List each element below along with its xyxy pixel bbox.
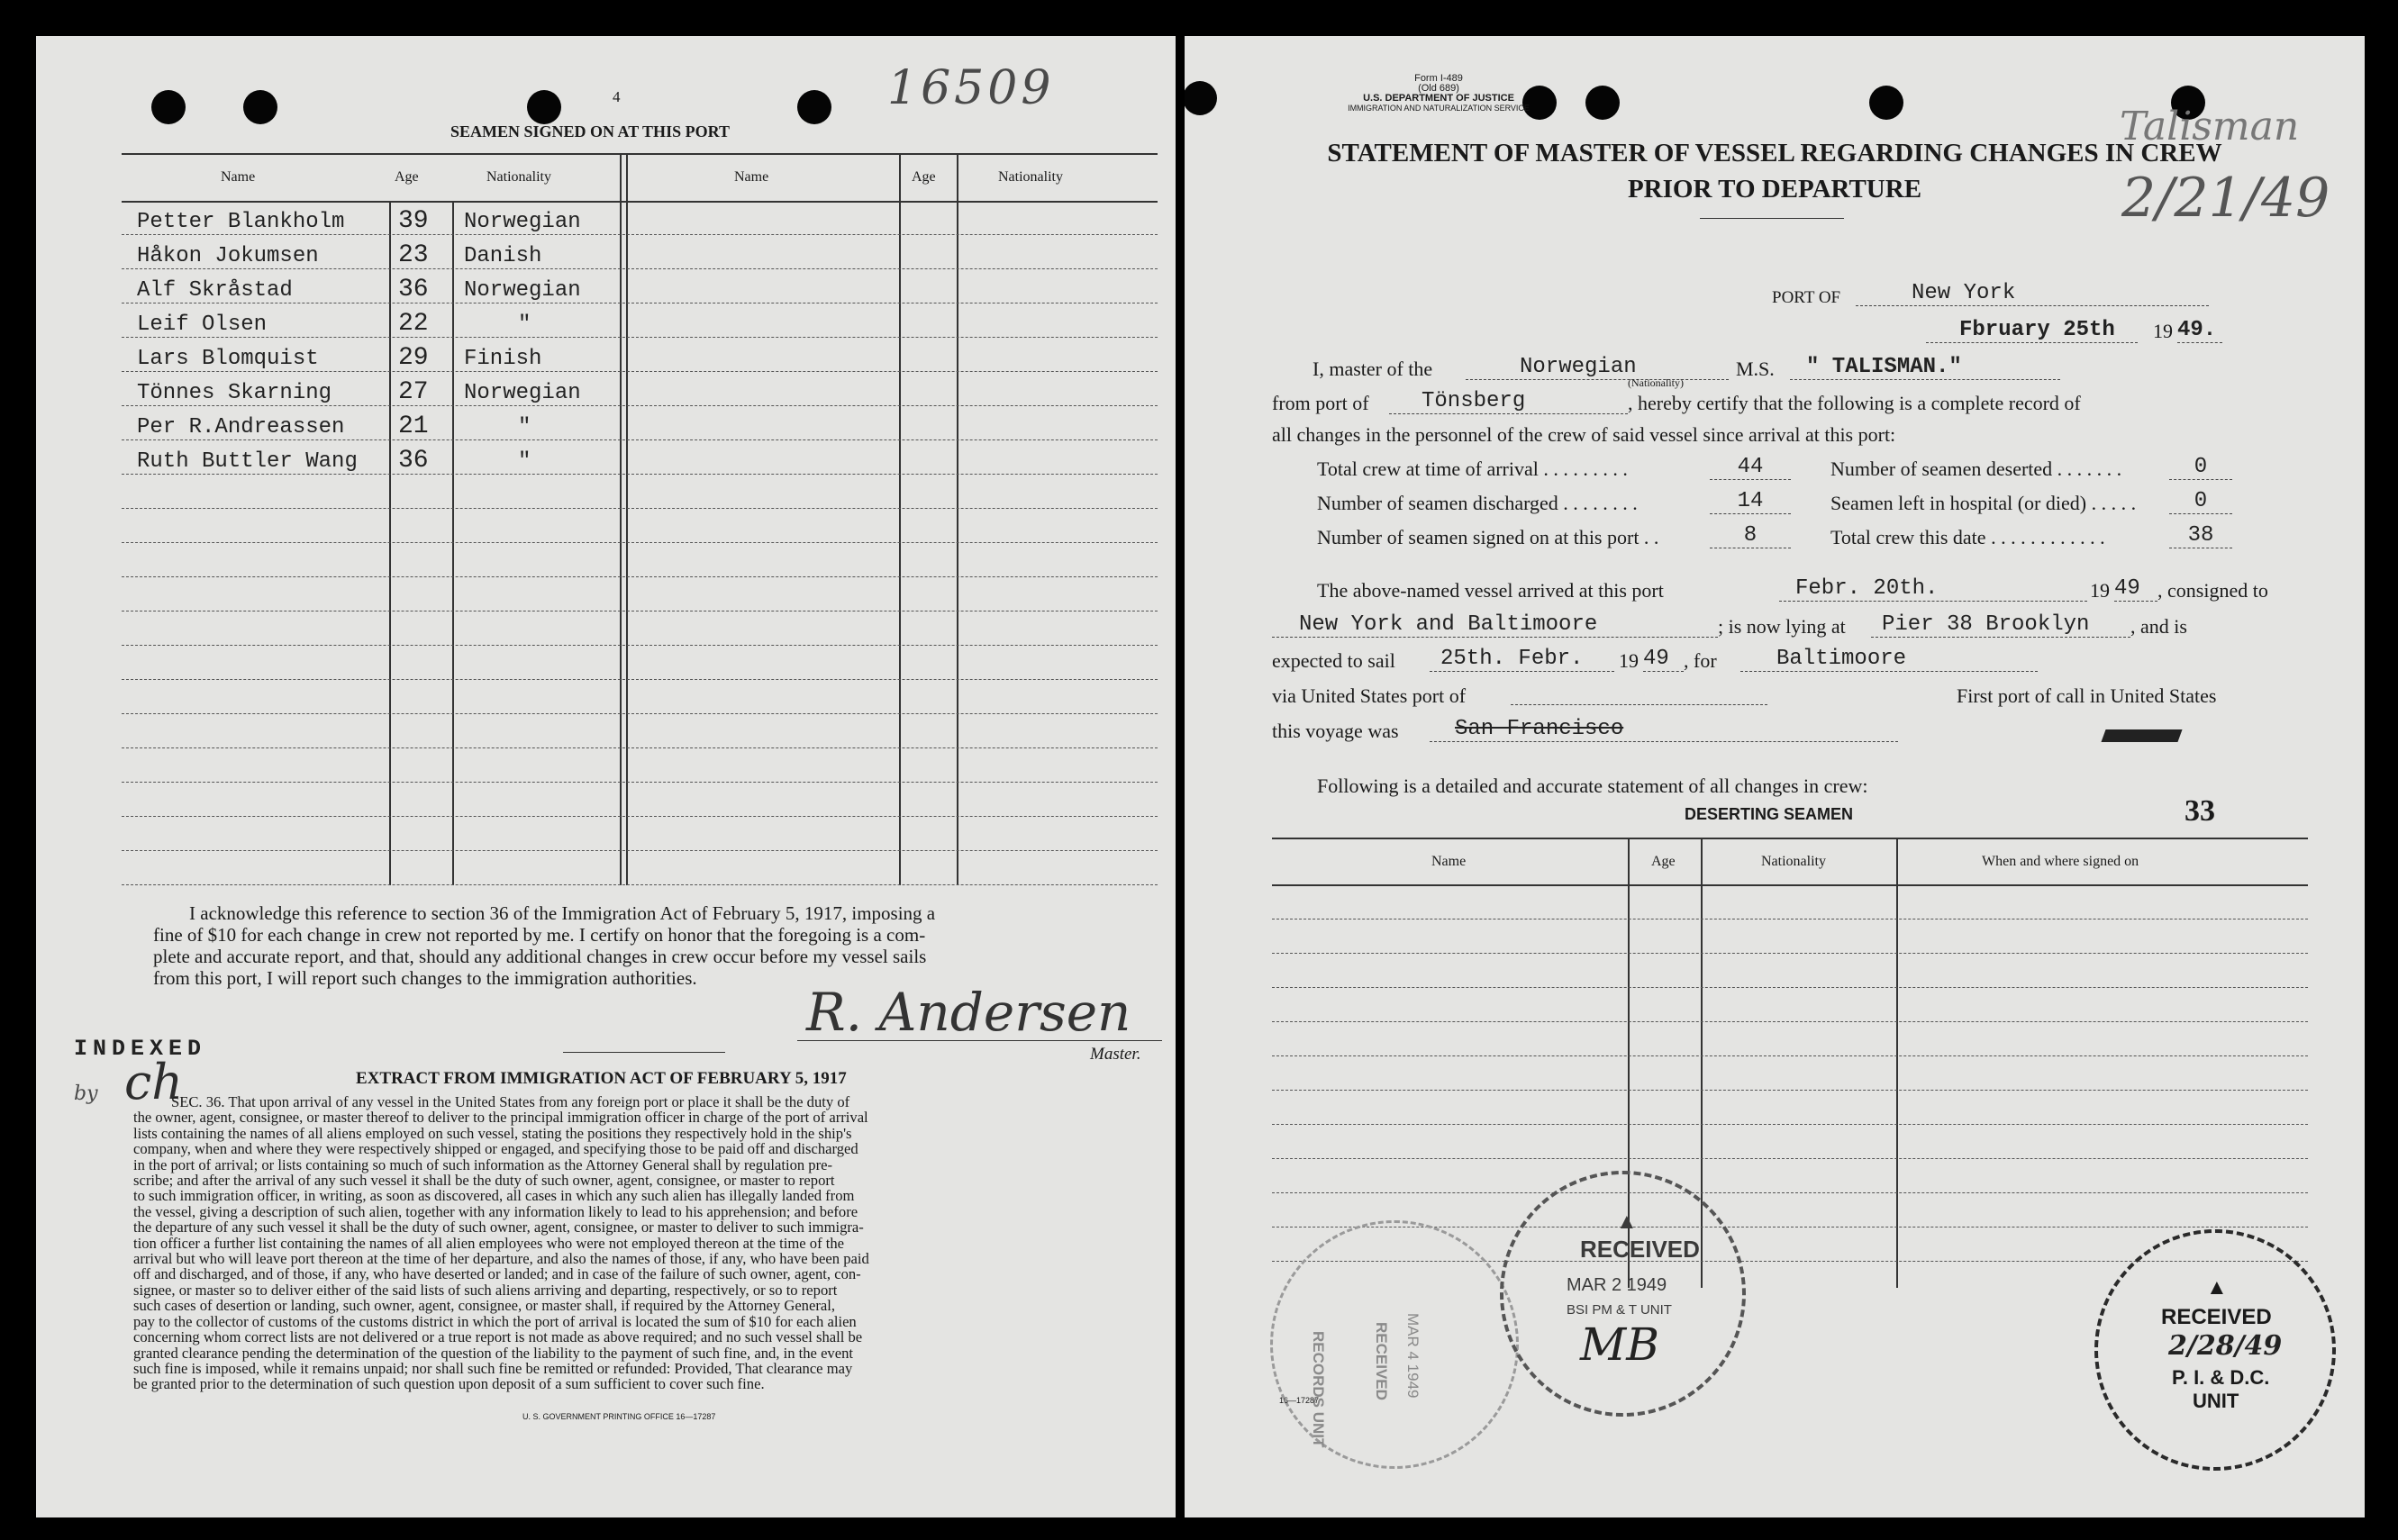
col-divider <box>626 153 628 885</box>
seaman-nationality: Norwegian <box>464 278 581 303</box>
seaman-name: Petter Blankholm <box>137 210 345 234</box>
handwritten-file-number: 16509 <box>887 61 1055 115</box>
right-page <box>1185 36 2365 1517</box>
arrow-icon: ▲ <box>2206 1276 2228 1300</box>
indexed-by-label: by <box>74 1083 98 1105</box>
desert-header-age: Age <box>1651 854 1676 869</box>
extract-body: SEC. 36. That upon arrival of any vessel in the United States from any foreign port or place it shall be the duty of the owner, agent, consignee, or master thereof to deliver to the principal immigration officer in charge of the port of arrival lists containing the names of all aliens employed on such vessel, stating the positions they respectively hold in the ship's company, when and where they were respectively shipped or engaged, and specifying those to be paid off and discharged in the port of arrival; or lists containing so much of such information as the Attorney General shall by regulation pre- scribe; and after the arrival of any such vessel it shall be the duty of such owner, agent, consignee, or master to report to such immigration officer, in writing, as soon as discovered, all cases in which any such alien has illegally landed from the vessel, giving a description of such alien, together with any information likely to lead to his apprehension; and before the departure of any such vessel it shall be the duty of such owner, agent, consignee, or master to deliver to such immigra- tion officer a further list containing the names of all alien employees who were not employed thereon at the time of the arrival but who will leave port thereon at the time of her departure, and also the names of those, if any, who have been paid off and discharged, and of those, if any, who have deserted or landed; and in case of the failure of such owner, agent, con- signee, or master so to deliver either of the said lists of such aliens arriving and departing, respectively, or so to report such cases of desertion or landing, such owner, agent, consignee, or master shall, if required by the Attorney General, pay to the collector of customs of the customs district in which the port of arrival is located the sum of $10 for each alien concerning whom correct lists are not delivered or a true report is not made as above required; and no such vessel shall be granted clearance pending the determination of the question of the liability to the payment of such fine, and, in the event such fine is imposed, while it remains unpaid; nor shall such fine be remitted or refunded: Provided, That clearance may be granted prior to the determination of such question upon deposit of a sum sufficient to cover such fine. <box>133 1093 869 1393</box>
indexed-stamp: INDEXED <box>74 1036 207 1062</box>
section-title: SEAMEN SIGNED ON AT THIS PORT <box>450 122 730 140</box>
hospital-value: 0 <box>2169 489 2232 514</box>
seaman-age: 36 <box>398 276 429 303</box>
desert-header-name: Name <box>1431 854 1467 869</box>
total-now-label: Total crew this date . . . . . . . . . . . . <box>1830 526 2105 548</box>
seaman-nationality: Norwegian <box>464 210 581 234</box>
seaman-age: 39 <box>398 207 429 235</box>
seaman-nationality: " <box>518 313 531 337</box>
expected-label: expected to sail <box>1272 649 1395 672</box>
deserted-value: 0 <box>2169 455 2232 480</box>
seaman-age: 29 <box>398 344 429 372</box>
seaman-name: Ruth Buttler Wang <box>137 449 358 474</box>
form-footer: 16—17287 <box>1279 1396 1320 1405</box>
from-port-label: from port of <box>1272 392 1369 414</box>
extract-title: EXTRACT FROM IMMIGRATION ACT OF FEBRUARY 5, 1917 <box>356 1069 847 1088</box>
punch-hole <box>243 90 277 124</box>
discharged-value: 14 <box>1710 489 1791 514</box>
consigned-label: , consigned to <box>2157 579 2268 602</box>
seaman-nationality: Danish <box>464 244 542 268</box>
certify-text: , hereby certify that the following is a complete record of <box>1628 392 2081 414</box>
table-rule <box>122 153 1158 155</box>
table-row <box>137 347 319 371</box>
col-header-age: Age <box>395 169 419 185</box>
total-arrival-value: 44 <box>1710 455 1791 480</box>
total-arrival-label: Total crew at time of arrival . . . . . . . . . <box>1317 457 1628 480</box>
punch-hole <box>151 90 186 124</box>
seaman-age: 21 <box>398 412 429 440</box>
col-divider <box>957 153 958 885</box>
seaman-age: 23 <box>398 241 429 269</box>
records-unit-stamp: RECORDS UNIT RECEIVED MAR 4 1949 <box>1270 1220 1519 1469</box>
seaman-age: 36 <box>398 447 429 475</box>
punch-hole <box>797 90 831 124</box>
col-header-nationality-2: Nationality <box>998 169 1063 185</box>
handwritten-date: 2/21/49 <box>2121 167 2330 230</box>
title-rule <box>1700 218 1844 219</box>
sail-year-prefix: 19 <box>1619 649 1639 672</box>
table-row <box>137 415 344 439</box>
master-of-label: I, master of the <box>1313 358 1433 380</box>
seaman-nationality: Norwegian <box>464 381 581 405</box>
table-rule <box>122 201 1158 203</box>
table-row <box>137 381 332 405</box>
first-port-label: First port of call in United States <box>1957 684 2217 707</box>
year-prefix: 19 <box>2153 320 2173 342</box>
port-label: PORT OF <box>1772 288 1841 307</box>
seaman-nationality: " <box>518 449 531 474</box>
table-row <box>137 278 293 303</box>
received-stamp-pidc: ▲ RECEIVED 2/28/49 P. I. & D.C. UNIT <box>2094 1229 2336 1471</box>
acknowledgment-text: I acknowledge this reference to section 36 of the Immigration Act of February 5, 1917, imposing a fine of $10 for each change in crew not reported by me. I certify on honor that the foregoing is a com- plete and accurate report, and that, should any additional changes in crew occur before my vessel sails from this port, I will report such changes to the immigration authorities. <box>153 902 936 989</box>
title-rule <box>563 1052 725 1053</box>
signed-on-label: Number of seamen signed on at this port . . <box>1317 526 1659 548</box>
seaman-age: 27 <box>398 378 429 406</box>
table-row <box>137 313 267 337</box>
seaman-nationality: Finish <box>464 347 542 371</box>
first-port-field: San Francisco <box>1430 717 1898 742</box>
vessel-prefix: M.S. <box>1736 358 1775 380</box>
indexed-initials: ch <box>124 1054 184 1110</box>
col-header-nationality: Nationality <box>486 169 551 185</box>
master-label: Master. <box>1090 1045 1141 1064</box>
sail-year-field: 49 <box>1643 647 1684 672</box>
form-title: STATEMENT OF MASTER OF VESSEL REGARDING CHANGES IN CREW PRIOR TO DEPARTURE <box>1327 139 2222 204</box>
consignee-field: New York and Baltimoore <box>1272 612 1718 638</box>
handwritten-vessel: Talisman <box>2120 104 2300 149</box>
punch-hole <box>1869 86 1903 120</box>
lying-label: ; is now lying at <box>1718 615 1846 638</box>
seaman-name: Lars Blomquist <box>137 347 319 371</box>
all-changes-text: all changes in the personnel of the crew of said vessel since arrival at this port: <box>1272 423 1896 446</box>
discharged-label: Number of seamen discharged . . . . . . . . <box>1317 492 1638 514</box>
nationality-caption: (Nationality) <box>1628 376 1684 389</box>
via-field <box>1511 704 1767 705</box>
seaman-name: Alf Skråstad <box>137 278 293 303</box>
printing-office: U. S. GOVERNMENT PRINTING OFFICE 16—17287 <box>522 1412 716 1421</box>
signed-on-value: 8 <box>1710 523 1791 548</box>
signature-line <box>797 1040 1162 1041</box>
date-field: Fbruary 25th <box>1926 318 2138 343</box>
table-rule <box>1272 838 2308 839</box>
punch-hole <box>527 90 561 124</box>
form-id: Form I-489 (Old 689) U.S. DEPARTMENT OF JUSTICE IMMIGRATION AND NATURALIZATION SERVICE <box>1348 73 1530 113</box>
col-header-age-2: Age <box>912 169 936 185</box>
nationality-field: Norwegian <box>1466 355 1729 380</box>
port-field: New York <box>1856 281 2209 306</box>
seaman-age: 22 <box>398 310 429 338</box>
deserted-label: Number of seamen deserted . . . . . . . <box>1830 457 2122 480</box>
deserting-title: DESERTING SEAMEN <box>1685 805 1854 823</box>
col-divider <box>899 153 901 885</box>
year-field: 49. <box>2177 318 2222 343</box>
arrived-date-field: Febr. 20th. <box>1779 576 2087 602</box>
desert-header-signed-on: When and where signed on <box>1982 854 2139 869</box>
lying-at-field: Pier 38 Brooklyn <box>1871 612 2130 638</box>
punch-hole <box>1185 81 1217 115</box>
arrived-year-prefix: 19 <box>2090 579 2110 602</box>
seaman-name: Håkon Jokumsen <box>137 244 319 268</box>
sail-date-field: 25th. Febr. <box>1430 647 1614 672</box>
seaman-nationality: " <box>518 415 531 439</box>
punch-hole <box>1585 86 1620 120</box>
via-label: via United States port of <box>1272 684 1467 707</box>
left-page <box>36 36 1176 1517</box>
detailed-label: Following is a detailed and accurate statement of all changes in crew: <box>1317 775 1868 797</box>
col-header-name: Name <box>221 169 256 185</box>
total-now-value: 38 <box>2169 523 2232 548</box>
master-signature: R. Andersen <box>806 982 1131 1043</box>
destination-field: Baltimoore <box>1740 647 2038 672</box>
seaman-name: Per R.Andreassen <box>137 415 345 439</box>
col-header-name-2: Name <box>734 169 769 185</box>
table-rule <box>1272 884 2308 886</box>
page-number: 4 <box>613 88 621 105</box>
table-row <box>137 210 344 234</box>
for-label: , for <box>1684 649 1717 672</box>
col-divider <box>1896 838 1898 1288</box>
col-divider <box>620 153 622 885</box>
col-divider <box>389 201 391 885</box>
arrow-icon: ▲ <box>1616 1210 1638 1234</box>
arrived-label: The above-named vessel arrived at this port <box>1317 579 1664 602</box>
and-is-label: , and is <box>2130 615 2187 638</box>
table-row <box>137 244 319 268</box>
seaman-name: Leif Olsen <box>137 313 268 337</box>
struck-out-mark <box>2101 729 2182 742</box>
from-port-field: Tönsberg <box>1389 389 1628 414</box>
stamp-initials: MB <box>1580 1318 1659 1371</box>
desert-header-nationality: Nationality <box>1761 854 1826 869</box>
vessel-field: " TALISMAN." <box>1790 355 2060 380</box>
col-divider <box>452 201 454 885</box>
received-stamp-bsi: ▲ RECEIVED MAR 2 1949 BSI PM & T UNIT MB <box>1500 1171 1746 1417</box>
voyage-label: this voyage was <box>1272 720 1399 742</box>
hospital-label: Seamen left in hospital (or died) . . . . . <box>1830 492 2137 514</box>
arrived-year-field: 49 <box>2114 576 2157 602</box>
table-row <box>137 449 358 474</box>
seaman-name: Tönnes Skarning <box>137 381 332 405</box>
page-count: 33 <box>2185 794 2215 828</box>
